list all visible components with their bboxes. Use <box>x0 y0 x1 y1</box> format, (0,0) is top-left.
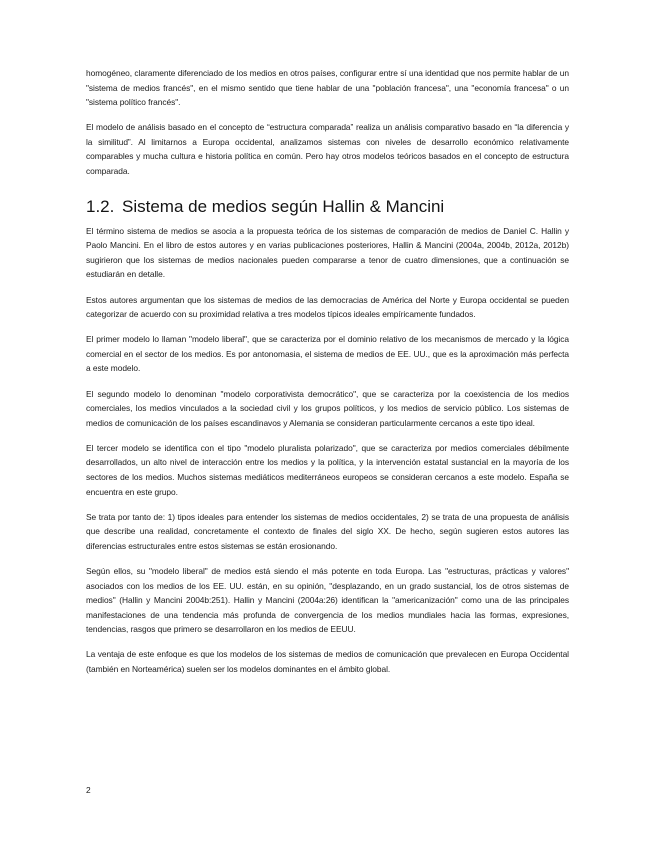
section-heading <box>86 196 569 218</box>
section-paragraph-8: La ventaja de este enfoque es que los modelos de los sistemas de medios de comunicación que prevalecen en Europa Occidental (también en Norteamérica) suelen ser los modelos dominantes en el ámbito global. <box>86 649 569 674</box>
section-title: Sistema de medios según Hallin & Mancini <box>122 196 445 216</box>
section-paragraph-3: El primer modelo lo llaman "modelo liberal", que se caracteriza por el dominio relativo de los mecanismos de mercado y la lógica comercial en el sector de los medios. Es por antonomasia, el sistema de medios de EE. UU., que es la aproximación más perfecta a este modelo. <box>86 334 569 374</box>
section-paragraph-1: El término sistema de medios se asocia a la propuesta teórica de los sistemas de comparación de medios de Daniel C. Hallin y Paolo Mancini. En el libro de estos autores y en varias publicaciones posteriores, Hallin & Mancini (2004a, 2004b, 2012a, 2012b) sugirieron que los sistemas de medios nacionales pueden compararse a tenor de cuatro dimensiones, que a continuación se estudiarán en detalle. <box>86 225 569 280</box>
section-number: 1.2. <box>86 196 115 216</box>
page-number: 2 <box>86 785 91 795</box>
section-paragraph-7: Según ellos, su "modelo liberal" de medios está siendo el más potente en toda Europa. Las "estructuras, prácticas y valores" asociados con los medios de los EE. UU. están, en su opinión, "desplazando, en un grado sustancial, los de otros sistemas de medios" (Hallin y Mancini 2004b:251). Hallin y Mancini (2004a:26) identifican la "americanización" como una de las principales manifestaciones de una tendencia más profunda de convergencia de los medios mundiales hacia las formas, expresiones, tendencias, rasgos que primero se desarrollaron en los medios de EEUU. <box>86 565 569 635</box>
section-paragraph-5: El tercer modelo se identifica con el tipo "modelo pluralista polarizado", que se caracteriza por medios comerciales débilmente desarrollados, un alto nivel de interacción entre los medios y la política, y la intervención estatal sustancial en la mayoría de los sectores de los medios. Muchos sistemas mediáticos mediterráneos europeos se consideran cercanos a este modelo. España se encuentra en este grupo. <box>86 442 569 497</box>
page-content <box>86 66 569 687</box>
section-paragraph-2: Estos autores argumentan que los sistemas de medios de las democracias de América del Norte y Europa occidental se pueden categorizar de acuerdo con su proximidad relativa a tres modelos típicos ideales empíricamente fundados. <box>86 294 569 320</box>
section-paragraph-6: Se trata por tanto de: 1) tipos ideales para entender los sistemas de medios occidentales, 2) se trata de una propuesta de análisis que describe una realidad, concretamente el contexto de finales del siglo XX. De hecho, según sugieren estos autores las diferencias estructurales entre estos sistemas se están erosionando. <box>86 511 569 551</box>
section-paragraph-4: El segundo modelo lo denominan "modelo corporativista democrático", que se caracteriza por la coexistencia de los medios comerciales, los medios vinculados a la sociedad civil y los grupos políticos, y los medios de servicio público. Los sistemas de medios de comunicación de los países escandinavos y Alemania se consideran particularmente cercanos a este tipo ideal. <box>86 388 569 428</box>
intro-paragraph-2: El modelo de análisis basado en el concepto de “estructura comparada” realiza un análisis comparativo basado en “la diferencia y la similitud”. Al limitarnos a Europa occidental, analizamos sistemas con niveles de desarrollo económico relativamente comparables y mucha cultura e historia política en común. Pero hay otros modelos teóricos basados en el concepto de estructura comparada. <box>86 122 569 177</box>
intro-paragraph-1: homogéneo, claramente diferenciado de los medios en otros países, configurar entre sí una identidad que nos permite hablar de un "sistema de medios francés", en el mismo sentido que tiene hablar de una "población francesa", una "economía francesa" o un "sistema político francés". <box>86 68 569 108</box>
